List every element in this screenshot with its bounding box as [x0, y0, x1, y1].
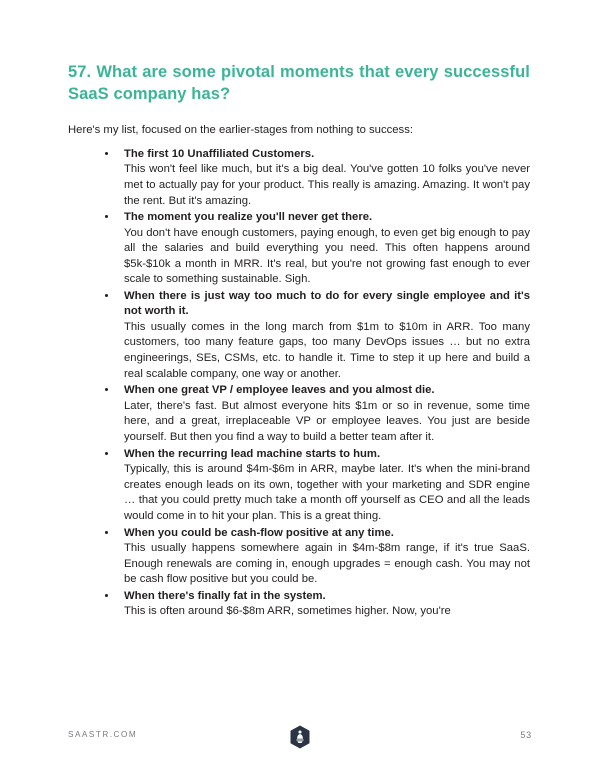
list-item-heading: When there's finally fat in the system. — [124, 589, 326, 602]
list-item-body: This usually happens somewhere again in $4m-$8m range, if it's true SaaS. Enough renewals are coming in, enough upgrades = enough cash. You may not be cash flow positive but you could be. — [124, 541, 530, 586]
page-footer — [0, 720, 600, 776]
bullet-dot-icon — [105, 452, 108, 455]
bullet-dot-icon — [105, 594, 108, 597]
list-item — [68, 383, 530, 445]
list-item — [68, 526, 530, 588]
list-item-body: This is often around $6-$8m ARR, sometimes higher. Now, you're — [124, 605, 451, 618]
list-item-heading: When there is just way too much to do for every single employee and it's not worth it. — [124, 290, 530, 318]
bullet-dot-icon — [105, 531, 108, 534]
list-item-heading: When the recurring lead machine starts to hum. — [124, 447, 381, 460]
list-item — [68, 589, 530, 620]
bullet-dot-icon — [105, 388, 108, 391]
intro-paragraph: Here's my list, focused on the earlier-stages from nothing to success: — [68, 123, 413, 136]
list-item-heading: The first 10 Unaffiliated Customers. — [124, 147, 315, 160]
page-title: 57. What are some pivotal moments that every successful SaaS company has? — [68, 63, 530, 103]
list-item-heading: When one great VP / employee leaves and you almost die. — [124, 384, 435, 397]
list-item-heading: When you could be cash-flow positive at any time. — [124, 526, 394, 539]
list-item-body: Typically, this is around $4m-$6m in ARR, maybe later. It's when the mini-brand creates enough leads on its own, together with your marketing and SDR engine … that you could pretty much take a month off yourself as CEO and all the leads would come in to hit your plan. This is a great thing. — [124, 463, 530, 522]
list-item — [68, 210, 530, 288]
pivotal-moments-list — [68, 147, 530, 620]
bullet-dot-icon — [105, 294, 108, 297]
list-item-body: This won't feel like much, but it's a big deal. You've gotten 10 folks you've never met to actually pay for your product. This really is amazing. Amazing. It won't pay the rent. But it's amazing. — [124, 163, 530, 207]
list-item — [68, 289, 530, 382]
list-item-body: This usually comes in the long march from $1m to $10m in ARR. Too many customers, too many feature gaps, too many DevOps issues … but no extra engineerings, SEs, CSMs, etc. to handle it. Time to step it up here and build a real scalable company, one way or another. — [124, 320, 530, 380]
footer-brand-text: SAASTR.COM — [68, 730, 138, 739]
bullet-dot-icon — [105, 152, 108, 155]
list-item-heading: The moment you realize you'll never get there. — [124, 211, 373, 224]
bullet-dot-icon — [105, 215, 108, 218]
page-content — [68, 62, 530, 621]
page-number: 53 — [520, 730, 532, 740]
list-item — [68, 447, 530, 525]
list-item-body: Later, there's fast. But almost everyone hits $1m or so in revenue, some time here, and a great, irreplaceable VP or employee leaves. You just are beside yourself. But then you find a way to build a better team after it. — [124, 399, 530, 444]
list-item-body: You don't have enough customers, paying enough, to even get big enough to pay all the salaries and build everything you need. This often happens around $5k-$10k a month in MRR. It's real, but you're not growing fast enough to ever scale to something sustainable. Sigh. — [124, 226, 530, 286]
list-item — [68, 147, 530, 209]
saastr-logo-icon — [289, 725, 311, 749]
